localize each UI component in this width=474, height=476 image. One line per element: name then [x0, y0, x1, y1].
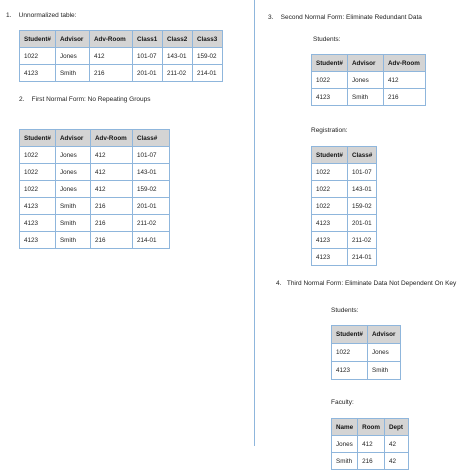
table-cell: 101-07 [132, 147, 169, 164]
table-cell: 214-01 [348, 249, 377, 266]
table-cell: 201-01 [132, 198, 169, 215]
table-cell: 4123 [20, 65, 56, 82]
table-cell: Smith [55, 232, 90, 249]
column-header: Class# [132, 130, 169, 147]
table-cell: Smith [55, 198, 90, 215]
table-row [332, 436, 409, 453]
table-row [312, 72, 426, 89]
table-row [20, 215, 170, 232]
column-header: Dept [385, 419, 409, 436]
table-cell: 412 [90, 164, 132, 181]
column-header: Advisor [368, 326, 401, 344]
heading-number: 2. [19, 96, 25, 103]
column-header: Class1 [132, 31, 162, 48]
table-cell: 214-01 [132, 232, 169, 249]
table-row [332, 362, 401, 380]
table-row [332, 344, 401, 362]
faculty-label: Faculty: [331, 399, 354, 406]
table-row [20, 48, 223, 65]
table-cell: 216 [89, 65, 132, 82]
heading-number: 1. [6, 12, 12, 19]
column-header: Student# [312, 147, 348, 164]
students-table [311, 54, 426, 106]
table-cell: 412 [384, 72, 426, 89]
column-header: Adv-Room [90, 130, 132, 147]
table-row [20, 164, 170, 181]
table-row [20, 198, 170, 215]
table-row [312, 232, 377, 249]
table-row [312, 164, 377, 181]
table-cell: Jones [348, 72, 384, 89]
column-header: Name [332, 419, 358, 436]
table-row [20, 147, 170, 164]
table-cell: Smith [368, 362, 401, 380]
table-cell: 216 [384, 89, 426, 106]
column-divider [254, 0, 255, 446]
table-header-row [20, 31, 223, 48]
table-header-row [312, 147, 377, 164]
table-cell: 216 [90, 198, 132, 215]
table-cell: 1022 [20, 48, 56, 65]
table-cell: Jones [55, 48, 89, 65]
students-3nf-table [331, 325, 401, 380]
registration-label: Registration: [311, 127, 348, 134]
table-cell: 211-02 [162, 65, 192, 82]
table-row [20, 181, 170, 198]
table-cell: 4123 [312, 249, 348, 266]
heading-text: Unnormalized table: [18, 12, 77, 19]
table-header-row [312, 55, 426, 72]
table-cell: 211-02 [132, 215, 169, 232]
table-cell: 143-01 [348, 181, 377, 198]
table-cell: 412 [89, 48, 132, 65]
table-cell: 42 [385, 453, 409, 470]
table-header-row [332, 419, 409, 436]
table-cell: 216 [90, 215, 132, 232]
table-cell: Jones [55, 164, 90, 181]
table-cell: 143-01 [162, 48, 192, 65]
students-3nf-label: Students: [331, 307, 359, 314]
first-normal-form-table [19, 129, 170, 249]
table-cell: 4123 [332, 362, 368, 380]
table-cell: 412 [90, 147, 132, 164]
column-header: Adv-Room [89, 31, 132, 48]
table-cell: 143-01 [132, 164, 169, 181]
column-header: Advisor [55, 130, 90, 147]
table-cell: 201-01 [348, 215, 377, 232]
table-cell: 211-02 [348, 232, 377, 249]
table-cell: 1022 [312, 198, 348, 215]
heading-text: Third Normal Form: Eliminate Data Not Dependent On Key [286, 280, 457, 287]
column-header: Class2 [162, 31, 192, 48]
table-cell: 214-01 [192, 65, 222, 82]
table-cell: 201-01 [132, 65, 162, 82]
table-cell: 4123 [312, 232, 348, 249]
faculty-table [331, 418, 409, 470]
heading-number: 4. [276, 280, 282, 287]
table-cell: 1022 [312, 164, 348, 181]
heading-text: Second Normal Form: Eliminate Redundant Data [280, 14, 422, 21]
table-row [332, 453, 409, 470]
table-cell: 216 [358, 453, 385, 470]
table-cell: 1022 [20, 164, 56, 181]
table-cell: 4123 [20, 198, 56, 215]
table-cell: Smith [332, 453, 358, 470]
table-cell: 159-02 [192, 48, 222, 65]
table-row [312, 215, 377, 232]
table-cell: 101-07 [132, 48, 162, 65]
column-header: Advisor [348, 55, 384, 72]
table-row [312, 249, 377, 266]
heading-second-normal-form [268, 14, 422, 22]
table-cell: 216 [90, 232, 132, 249]
unnormalized-table [19, 30, 223, 82]
table-cell: Smith [348, 89, 384, 106]
table-cell: 412 [358, 436, 385, 453]
table-cell: 4123 [20, 232, 56, 249]
table-cell: Jones [368, 344, 401, 362]
column-header: Class3 [192, 31, 222, 48]
table-cell: 1022 [332, 344, 368, 362]
table-cell: 1022 [312, 72, 348, 89]
table-cell: Jones [332, 436, 358, 453]
column-header: Adv-Room [384, 55, 426, 72]
column-header: Student# [20, 31, 56, 48]
table-row [312, 181, 377, 198]
column-header: Room [358, 419, 385, 436]
table-cell: Smith [55, 215, 90, 232]
column-header: Student# [332, 326, 368, 344]
table-cell: 101-07 [348, 164, 377, 181]
table-row [312, 89, 426, 106]
students-label: Students: [313, 36, 341, 43]
table-row [312, 198, 377, 215]
table-cell: Jones [55, 181, 90, 198]
table-row [20, 232, 170, 249]
table-cell: 159-02 [132, 181, 169, 198]
column-header: Class# [348, 147, 377, 164]
table-cell: Jones [55, 147, 90, 164]
table-header-row [20, 130, 170, 147]
column-header: Student# [312, 55, 348, 72]
column-header: Student# [20, 130, 56, 147]
table-cell: 412 [90, 181, 132, 198]
table-cell: 1022 [20, 147, 56, 164]
table-row [20, 65, 223, 82]
heading-text: First Normal Form: No Repeating Groups [31, 96, 151, 103]
table-cell: 42 [385, 436, 409, 453]
table-header-row [332, 326, 401, 344]
table-cell: 1022 [20, 181, 56, 198]
table-cell: 4123 [312, 89, 348, 106]
table-cell: Smith [55, 65, 89, 82]
heading-third-normal-form [276, 280, 456, 288]
table-cell: 159-02 [348, 198, 377, 215]
column-header: Advisor [55, 31, 89, 48]
table-cell: 4123 [20, 215, 56, 232]
heading-unnormalized [6, 12, 76, 20]
registration-table [311, 146, 377, 266]
table-cell: 4123 [312, 215, 348, 232]
heading-number: 3. [268, 14, 274, 21]
heading-first-normal-form [19, 96, 151, 104]
table-cell: 1022 [312, 181, 348, 198]
